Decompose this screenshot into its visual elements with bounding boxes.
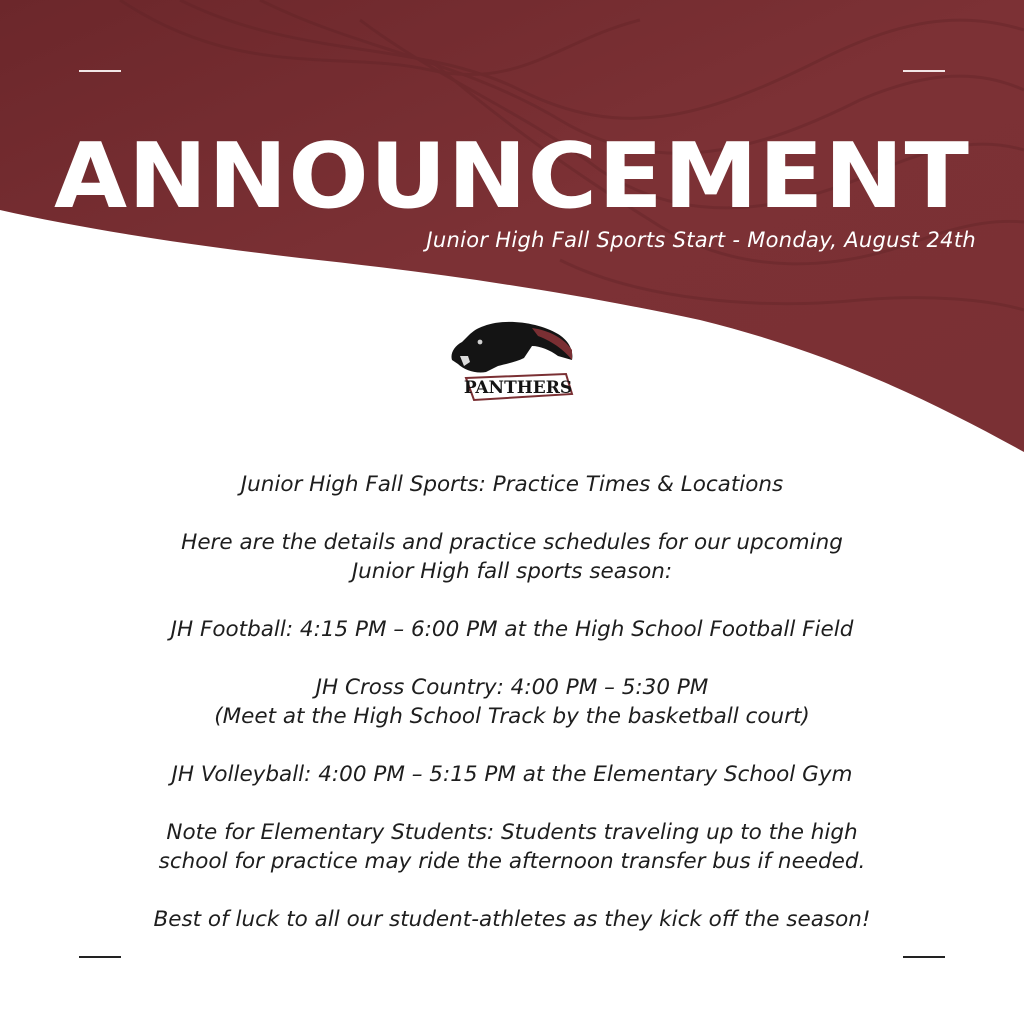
football-text: JH Football: 4:15 PM – 6:00 PM at the High School Football Field [170,617,854,642]
heading-text: Junior High Fall Sports: Practice Times & Locations [240,472,784,497]
logo-text: PANTHERS [463,378,573,398]
bottom-right-rule [903,956,945,958]
announcement-body [60,470,964,934]
page-subtitle: Junior High Fall Sports Start - Monday, August 24th [426,228,976,252]
top-right-rule [903,70,945,72]
volleyball-text: JH Volleyball: 4:00 PM – 5:15 PM at the Elementary School Gym [171,762,853,787]
panther-head-icon [451,322,572,373]
volleyball-schedule [60,760,964,789]
closing-message [60,905,964,934]
cross-country-line: (Meet at the High School Track by the basketball court) [214,704,810,729]
elementary-note [60,818,964,876]
closing-text: Best of luck to all our student-athletes as they kick off the season! [153,907,871,932]
bottom-left-rule [79,956,121,958]
intro-line: Junior High fall sports season: [351,559,673,584]
page-title: ANNOUNCEMENT [53,124,971,229]
cross-country-schedule [60,673,964,731]
intro-line: Here are the details and practice schedules for our upcoming [181,530,843,555]
panthers-logo [446,316,578,404]
intro-paragraph [60,528,964,586]
body-heading [60,470,964,499]
football-schedule [60,615,964,644]
note-line: school for practice may ride the afternoon transfer bus if needed. [158,849,866,874]
note-line: Note for Elementary Students: Students traveling up to the high [166,820,858,845]
cross-country-line: JH Cross Country: 4:00 PM – 5:30 PM [315,675,709,700]
top-left-rule [79,70,121,72]
